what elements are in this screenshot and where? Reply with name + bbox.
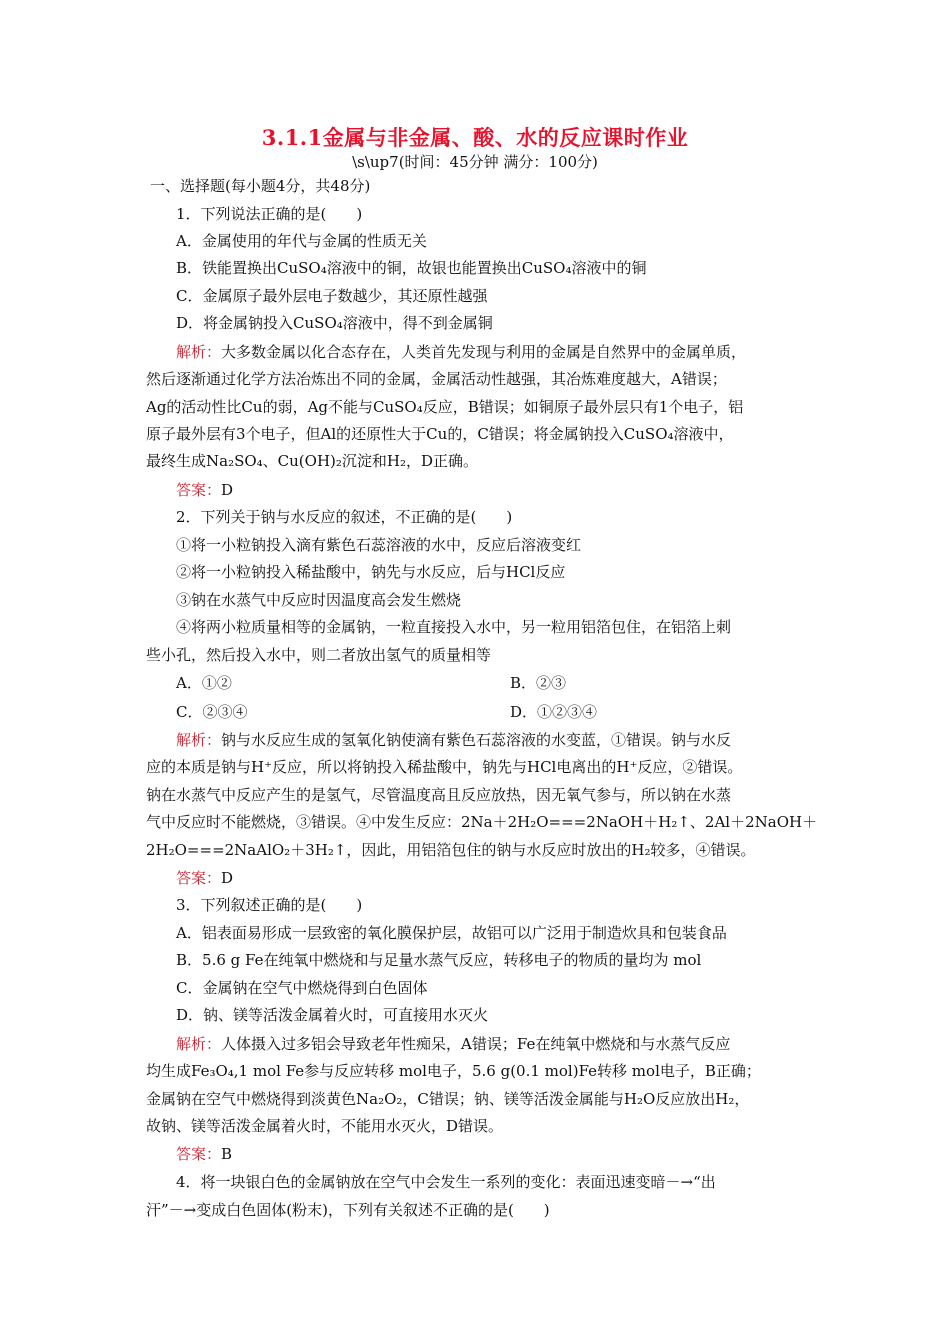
- time-score-line: \s\up7(时间：45分钟 满分：100分): [352, 153, 598, 171]
- q2-answer: [176, 868, 233, 888]
- q3-answer: [176, 1144, 232, 1164]
- q3-option-c: C．金属钠在空气中燃烧得到白色固体: [176, 979, 428, 997]
- q1-option-c: C．金属原子最外层电子数越少，其还原性越强: [176, 287, 488, 305]
- q2-answer-label: 答案：: [176, 869, 222, 887]
- q1-option-b: B．铁能置换出CuSO₄溶液中的铜，故银也能置换出CuSO₄溶液中的铜: [176, 259, 647, 277]
- q3-analysis-label: 解析：: [176, 1035, 222, 1053]
- q1-option-d: D．将金属钠投入CuSO₄溶液中，得不到金属铜: [176, 314, 493, 332]
- q2-statement-2: ②将一小粒钠投入稀盐酸中，钠先与水反应，后与HCl反应: [176, 563, 566, 581]
- q3-analysis-line-2: 均生成Fe₃O₄,1 mol Fe参与反应转移 mol电子，5.6 g(0.1 mol)Fe转移 mol电子，B正确；: [146, 1062, 761, 1080]
- q2-analysis-line-3: 钠在水蒸气中反应产生的是氢气，尽管温度高且反应放热，因无氧气参与，所以钠在水蒸: [146, 786, 732, 804]
- q1-answer-value: D: [221, 481, 234, 499]
- q2-analysis-line-5: 2H₂O===2NaAlO₂＋3H₂↑，因此，用铝箔包住的钠与水反应时放出的H₂较多，④错误。: [146, 841, 756, 859]
- q2-analysis-label: 解析：: [176, 731, 222, 749]
- q2-option-a: A．①②: [176, 674, 232, 692]
- q1-answer: [176, 480, 233, 500]
- q4-stem-line-1: 4．将一块银白色的金属钠放在空气中会发生一系列的变化：表面迅速变暗－→“出: [176, 1173, 716, 1191]
- q1-answer-label: 答案：: [176, 481, 222, 499]
- q3-option-d: D．钠、镁等活泼金属着火时，可直接用水灭火: [176, 1006, 489, 1024]
- q3-analysis-line-4: 故钠、镁等活泼金属着火时，不能用水灭火，D错误。: [146, 1117, 504, 1135]
- q3-answer-label: 答案：: [176, 1145, 222, 1163]
- q1-analysis-line-4: 原子最外层有3个电子，但Al的还原性大于Cu的，C错误；将金属钠投入CuSO₄溶液中，: [146, 425, 734, 443]
- q1-analysis-line-2: 然后逐渐通过化学方法冶炼出不同的金属，金属活动性越强，其冶炼难度越大，A错误；: [146, 370, 727, 388]
- q3-option-b: B．5.6 g Fe在纯氧中燃烧和与足量水蒸气反应，转移电子的物质的量均为 mol: [176, 951, 702, 969]
- q4-stem-line-2: 汗”－→变成白色固体(粉末)，下列有关叙述不正确的是( ): [146, 1201, 550, 1219]
- q2-analysis-line-4: 气中反应时不能燃烧，③错误。④中发生反应：2Na＋2H₂O===2NaOH＋H₂↑、2Al＋2NaOH＋: [146, 813, 818, 831]
- q1-analysis-line-1: [176, 342, 746, 362]
- q2-statement-4b: 些小孔，然后投入水中，则二者放出氢气的质量相等: [146, 646, 492, 664]
- q2-statement-1: ①将一小粒钠投入滴有紫色石蕊溶液的水中，反应后溶液变红: [176, 536, 582, 554]
- q3-answer-value: B: [221, 1145, 233, 1163]
- q1-analysis-text-1: 大多数金属以化合态存在，人类首先发现与利用的金属是自然界中的金属单质，: [221, 343, 747, 361]
- q1-stem: 1．下列说法正确的是( ): [176, 205, 363, 223]
- q1-option-a: A．金属使用的年代与金属的性质无关: [176, 232, 427, 250]
- q2-statement-4a: ④将两小粒质量相等的金属钠，一粒直接投入水中，另一粒用铝箔包住，在铝箔上刺: [176, 618, 732, 636]
- q3-stem: 3．下列叙述正确的是( ): [176, 896, 363, 914]
- q2-analysis-line-1: [176, 730, 731, 750]
- q2-option-b: B．②③: [510, 674, 567, 692]
- q2-statement-3: ③钠在水蒸气中反应时因温度高会发生燃烧: [176, 591, 462, 609]
- page-title: 3.1.1金属与非金属、酸、水的反应课时作业: [261, 125, 689, 150]
- q2-option-d: D．①②③④: [510, 703, 598, 721]
- q2-analysis-text-1: 钠与水反应生成的氢氧化钠使滴有紫色石蕊溶液的水变蓝，①错误。钠与水反: [221, 731, 732, 749]
- q3-option-a: A．铝表面易形成一层致密的氧化膜保护层，故铝可以广泛用于制造炊具和包装食品: [176, 924, 727, 942]
- q1-analysis-label: 解析：: [176, 343, 222, 361]
- q1-analysis-line-5: 最终生成Na₂SO₄、Cu(OH)₂沉淀和H₂，D正确。: [146, 452, 479, 470]
- q2-answer-value: D: [221, 869, 234, 887]
- q2-stem: 2．下列关于钠与水反应的叙述，不正确的是( ): [176, 508, 513, 526]
- q1-analysis-line-3: Ag的活动性比Cu的弱，Ag不能与CuSO₄反应，B错误；如铜原子最外层只有1个电子，铝: [146, 398, 744, 416]
- q3-analysis-text-1: 人体摄入过多铝会导致老年性痴呆，A错误；Fe在纯氧中燃烧和与水蒸气反应: [221, 1035, 731, 1053]
- section-heading: 一、选择题(每小题4分，共48分): [150, 177, 371, 195]
- q2-analysis-line-2: 应的本质是钠与H⁺反应，所以将钠投入稀盐酸中，钠先与HCl电离出的H⁺反应，②错误。: [146, 758, 743, 776]
- q3-analysis-line-3: 金属钠在空气中燃烧得到淡黄色Na₂O₂，C错误；钠、镁等活泼金属能与H₂O反应放出H₂，: [146, 1090, 750, 1108]
- q3-analysis-line-1: [176, 1034, 730, 1054]
- q2-option-c: C．②③④: [176, 703, 248, 721]
